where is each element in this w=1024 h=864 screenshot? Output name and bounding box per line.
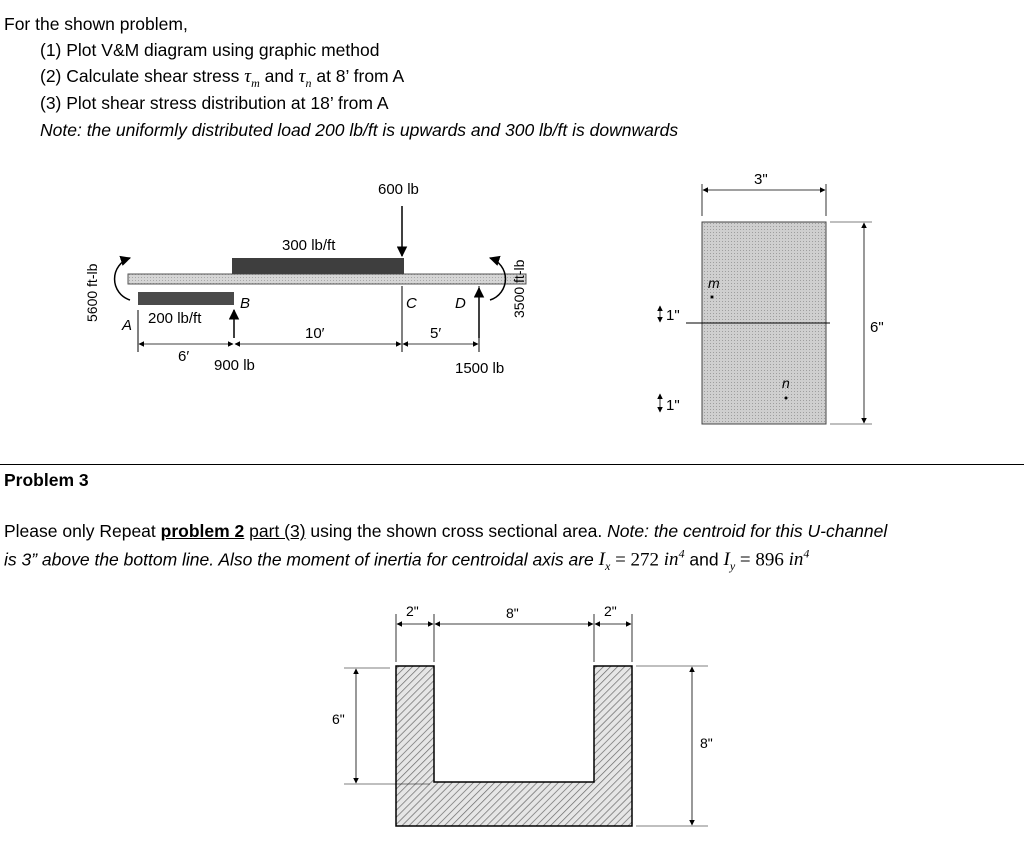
u-w-right-label: 2" (604, 603, 617, 619)
distributed-load-200 (138, 292, 234, 305)
iy-unit (789, 549, 810, 570)
height-label: 6" (870, 319, 884, 336)
problem3-line1 (4, 521, 887, 542)
note-text: Note: the uniformly distributed load 200 lb/ft is upwards and 300 lb/ft is downwards (40, 120, 679, 140)
ix-symbol (598, 549, 611, 574)
problem3-line2 (4, 547, 809, 574)
width-label: 3" (754, 171, 768, 188)
u-h-inner-label: 6" (332, 711, 345, 727)
tau-sub-n: n (305, 75, 312, 90)
problem2-link: problem 2 (160, 521, 245, 541)
m-point (711, 296, 714, 299)
problem3-title: Problem 3 (4, 470, 89, 490)
n-point (785, 397, 788, 400)
part3-link: part (3) (249, 521, 306, 541)
reaction-1500-label: 1500 lb (455, 360, 505, 377)
point-A-label: A (122, 317, 133, 334)
n-label: n (782, 375, 790, 391)
tau-sub-m: m (251, 75, 260, 90)
ix-value: = 272 (610, 549, 664, 571)
p3-rest: using the shown cross sectional area. (305, 521, 608, 541)
moment-right-label: 3500 ft-lb (511, 259, 527, 318)
task-1: (1) Plot V&M diagram using graphic method (40, 40, 380, 60)
load-600-label: 600 lb (378, 181, 419, 198)
iy-symbol (723, 549, 736, 574)
task-2-start: (2) Calculate shear stress (40, 66, 245, 86)
distributed-load-300 (232, 258, 404, 274)
ix-unit (664, 549, 685, 570)
tau-symbol: τ (298, 66, 306, 87)
len-6-label: 6′ (178, 348, 190, 365)
intro-text: For the shown problem, (4, 14, 188, 34)
u-w-mid-label: 8" (506, 605, 519, 621)
tau-n (298, 66, 312, 90)
p3-note2: is 3” above the bottom line. Also the moment of inertia for centroidal axis are (4, 549, 599, 570)
point-D-label: D (455, 295, 466, 312)
separator-line (0, 464, 1024, 465)
m-dist-label: 1" (666, 307, 680, 324)
rect-section-diagram (650, 160, 910, 430)
tau-symbol: τ (244, 66, 252, 87)
task-2-and: and (259, 66, 299, 86)
beam (128, 274, 526, 284)
task-2 (40, 66, 404, 91)
reaction-900-label: 900 lb (214, 357, 255, 374)
pow-4: 4 (678, 547, 685, 561)
u-w-left-label: 2" (406, 603, 419, 619)
task-3: (3) Plot shear stress distribution at 18’ from A (40, 93, 389, 113)
tau-m (244, 66, 260, 90)
u-channel-shape (396, 666, 632, 826)
m-label: m (708, 275, 720, 291)
task-2-end: at 8’ from A (311, 66, 405, 86)
ix-sub: x (604, 559, 611, 574)
iy-value: = 896 (735, 549, 789, 571)
iy-sub: y (729, 559, 736, 574)
load-300-label: 300 lb/ft (282, 237, 336, 254)
beam-diagram (0, 160, 560, 420)
and-text: and (684, 549, 724, 570)
len-5-label: 5′ (430, 325, 442, 342)
moment-left-label: 5600 ft-lb (84, 263, 100, 322)
p3-please: Please only Repeat (4, 521, 161, 541)
u-channel-diagram (320, 596, 740, 862)
load-200-label: 200 lb/ft (148, 310, 202, 327)
i-letter: I (598, 549, 605, 571)
point-C-label: C (406, 295, 417, 312)
i-letter: I (723, 549, 730, 571)
n-dist-label: 1" (666, 397, 680, 414)
p3-note1: Note: the centroid for this U-channel (607, 521, 888, 541)
u-h-outer-label: 8" (700, 735, 713, 751)
point-B-label: B (240, 295, 251, 312)
pow-4: 4 (803, 547, 810, 561)
unit-in: in (663, 549, 679, 571)
len-10-label: 10′ (305, 325, 325, 342)
unit-in: in (788, 549, 804, 571)
